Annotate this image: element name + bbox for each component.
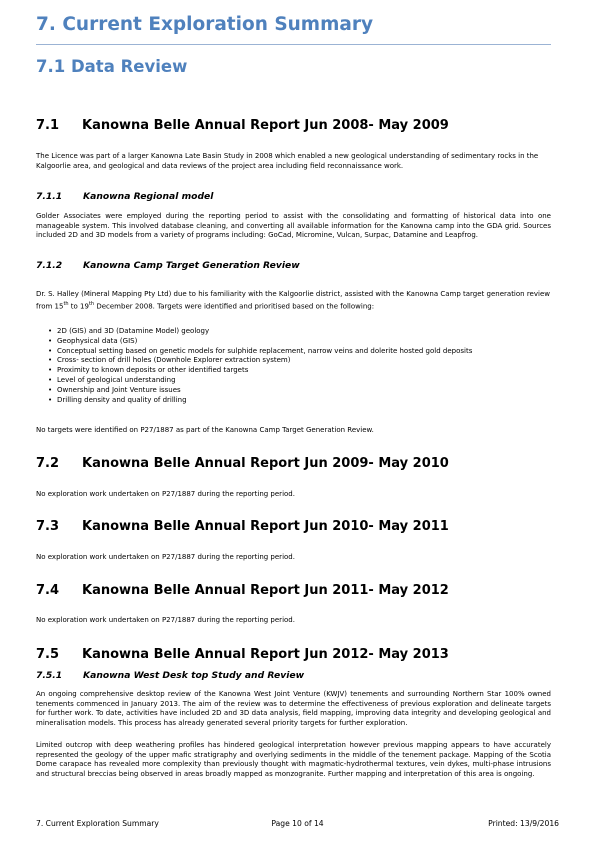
heading-7-4 bbox=[36, 583, 551, 599]
list-item-text: 2D (GIS) and 3D (Datamine Model) geology bbox=[57, 327, 210, 335]
heading-7-5-1 bbox=[36, 670, 551, 682]
footer-section-title: 7. Current Exploration Summary bbox=[36, 819, 159, 828]
paragraph-7-1-2 bbox=[36, 290, 551, 312]
list-item-text: Geophysical data (GIS) bbox=[57, 336, 138, 345]
heading-title: Kanowna Belle Annual Report Jun 2009- May 2010 bbox=[82, 456, 449, 471]
heading-title: Kanowna West Desk top Study and Review bbox=[83, 670, 305, 681]
heading-title: Kanowna Regional model bbox=[83, 191, 214, 202]
title-divider bbox=[36, 44, 551, 45]
superscript: th bbox=[63, 300, 69, 307]
para-part: Dr. S. Halley (Mineral Mapping Pty Ltd) due to his familiarity with the Kalgoorlie district, assisted with the Kanowna Camp target generation review from 15 bbox=[36, 290, 550, 310]
heading-7-1 bbox=[36, 118, 551, 134]
list-item-text: Conceptual setting based on genetic models for sulphide replacement, narrow veins and dolerite hosted gold deposits bbox=[57, 346, 473, 355]
paragraph-7-5-1-b: Limited outcrop with deep weathering profiles has hindered geological interpretation however previous mapping appears to have accurately represented the geology of the upper mafic stratigraphy and overlying sediments in the middle of the tenement package. Mapping of the Scotia Dome carapace has revealed more complexity than previously thought with magmatic-hydrothermal textures, vein dykes, multi-phase intrusions and structural breccias being observed in areas broadly mapped as monzogranite. Further mapping and interpretation of this area is ongoing. bbox=[36, 741, 551, 778]
heading-number: 7.4 bbox=[36, 583, 60, 598]
para-part: December 2008. Targets were identified and prioritised based on the following: bbox=[94, 301, 375, 310]
paragraph-7-3: No exploration work undertaken on P27/1887 during the reporting period. bbox=[36, 553, 295, 561]
heading-7-1-1 bbox=[36, 191, 551, 203]
paragraph-7-4: No exploration work undertaken on P27/1887 during the reporting period. bbox=[36, 616, 295, 624]
heading-7-1-2 bbox=[36, 260, 551, 272]
bullet-icon: • bbox=[48, 336, 53, 345]
paragraph-7-2: No exploration work undertaken on P27/1887 during the reporting period. bbox=[36, 490, 295, 498]
heading-number: 7.1.1 bbox=[36, 191, 63, 202]
heading-7-3 bbox=[36, 519, 551, 535]
heading-number: 7.5.1 bbox=[36, 670, 63, 681]
bullet-icon: • bbox=[48, 385, 53, 394]
list-item bbox=[48, 327, 548, 337]
footer-page-number: Page 10 of 14 bbox=[271, 819, 324, 828]
bullet-icon: • bbox=[48, 327, 53, 335]
section-title: 7. Current Exploration Summary bbox=[36, 14, 374, 35]
criteria-list bbox=[48, 327, 548, 405]
heading-number: 7.5 bbox=[36, 647, 60, 662]
list-item bbox=[48, 396, 548, 406]
list-item-text: Drilling density and quality of drilling bbox=[57, 395, 187, 404]
section-subtitle: 7.1 Data Review bbox=[36, 57, 188, 76]
heading-number: 7.3 bbox=[36, 519, 60, 534]
heading-title: Kanowna Belle Annual Report Jun 2010- May 2011 bbox=[82, 519, 449, 534]
heading-title: Kanowna Belle Annual Report Jun 2011- May 2012 bbox=[82, 583, 449, 598]
list-item-text: Level of geological understanding bbox=[57, 375, 176, 384]
bullet-icon: • bbox=[48, 375, 53, 384]
list-item-text: Proximity to known deposits or other identified targets bbox=[57, 366, 249, 375]
heading-7-2 bbox=[36, 456, 551, 472]
heading-7-5 bbox=[36, 647, 551, 663]
list-item bbox=[48, 356, 548, 366]
list-item-text: Cross- section of drill holes (Downhole Explorer extraction system) bbox=[57, 356, 291, 365]
list-item bbox=[48, 376, 548, 386]
heading-title: Kanowna Belle Annual Report Jun 2008- May 2009 bbox=[82, 118, 449, 133]
bullet-icon: • bbox=[48, 346, 53, 355]
superscript: th bbox=[88, 300, 95, 307]
heading-number: 7.1.2 bbox=[36, 260, 63, 271]
heading-title: Kanowna Camp Target Generation Review bbox=[83, 260, 300, 271]
heading-number: 7.1 bbox=[36, 118, 60, 133]
list-item-text: Ownership and Joint Venture issues bbox=[57, 385, 181, 394]
paragraph-7-5-1-a: An ongoing comprehensive desktop review of the Kanowna West Joint Venture (KWJV) tenements and surrounding Northern Star 100% owned tenements commenced in January 2013. The aim of the review was to determine the effectiveness of previous exploration and delineate targets for further work. To date, activities have included 2D and 3D data analysis, field mapping, improving data integrity and developing geological and mineralisation models. This process has already generated several priority targets for further exploration. bbox=[36, 690, 551, 727]
para-part: to 19 bbox=[68, 301, 89, 310]
bullet-icon: • bbox=[48, 356, 53, 365]
footer-print-date: Printed: 13/9/2016 bbox=[488, 819, 559, 828]
list-item bbox=[48, 386, 548, 396]
bullet-icon: • bbox=[48, 395, 53, 404]
heading-number: 7.2 bbox=[36, 456, 60, 471]
bullet-icon: • bbox=[48, 366, 53, 375]
list-item bbox=[48, 347, 548, 357]
paragraph-7-1: The Licence was part of a larger Kanowna Late Basin Study in 2008 which enabled a new geological understanding of sedimentary rocks in the Kalgoorlie area, and geological and data reviews of the project area including field reconnaissance work. bbox=[36, 152, 539, 170]
paragraph-7-1-1: Golder Associates were employed during the reporting period to assist with the consolidating and formatting of historical data into one manageable system. This involved database cleaning, and converting all available information for the Kanowna camp into the GDA grid. Sources included 2D and 3D models from a variety of programs including: GoCad, Micromine, Vulcan, Surpac, Datamine and Leapfrog. bbox=[36, 212, 551, 240]
paragraph-7-1-2-closing: No targets were identified on P27/1887 as part of the Kanowna Camp Target Generation Review. bbox=[36, 426, 374, 434]
list-item bbox=[48, 337, 548, 347]
list-item bbox=[48, 366, 548, 376]
heading-title: Kanowna Belle Annual Report Jun 2012- May 2013 bbox=[82, 647, 449, 662]
